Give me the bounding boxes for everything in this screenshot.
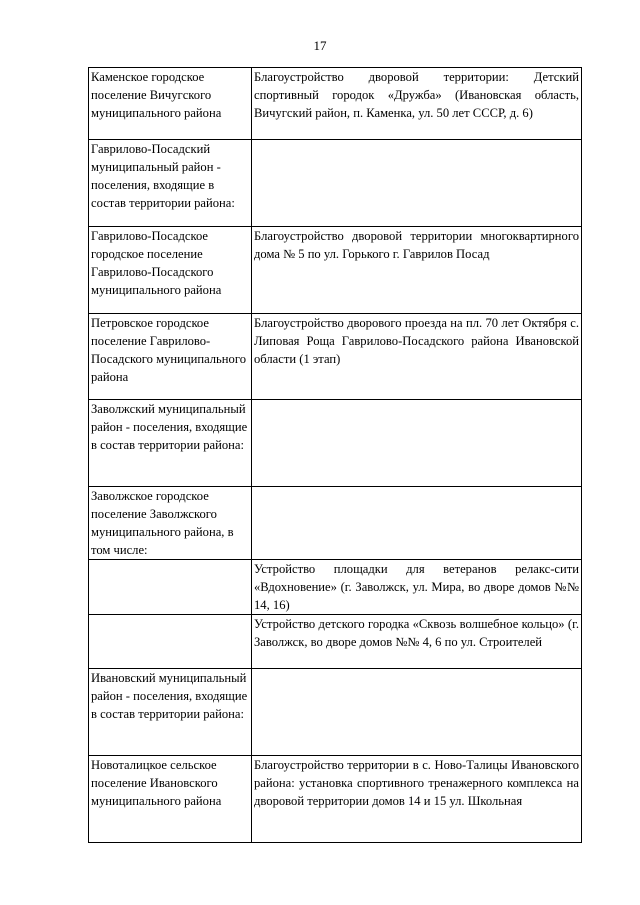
territory-cell [89,560,252,615]
table-row [89,314,582,400]
table-row [89,756,582,843]
project-cell: Благоустройство территории в с. Ново-Талицы Ивановского района: установка спортивного тренажерного комплекса на дворовой территории домов 14 и 15 ул. Школьная [252,756,582,843]
table-row [89,227,582,314]
territory-cell: Заволжский муниципальный район - поселения, входящие в состав территории района: [89,400,252,487]
table-row [89,487,582,560]
project-cell [252,400,582,487]
project-cell: Благоустройство дворовой территории многоквартирного дома № 5 по ул. Горького г. Гаврилов Посад [252,227,582,314]
territory-projects-table [88,67,582,843]
project-cell: Благоустройство дворового проезда на пл. 70 лет Октября с. Липовая Роща Гаврилово-Посадского района Ивановской области (1 этап) [252,314,582,400]
table-row [89,669,582,756]
territory-cell: Петровское городское поселение Гаврилово-Посадского муниципального района [89,314,252,400]
territory-cell: Ивановский муниципальный район - поселения, входящие в состав территории района: [89,669,252,756]
project-cell [252,487,582,560]
page-number: 17 [313,38,327,53]
table-row [89,615,582,669]
project-cell: Устройство детского городка «Сквозь волшебное кольцо» (г. Заволжск, во дворе домов №№ 4, 6 по ул. Строителей [252,615,582,669]
project-cell [252,140,582,227]
territory-cell: Каменское городское поселение Вичугского муниципального района [89,68,252,140]
territory-cell: Гаврилово-Посадское городское поселение Гаврилово-Посадского муниципального района [89,227,252,314]
table-row [89,68,582,140]
territory-cell: Гаврилово-Посадский муниципальный район - поселения, входящие в состав территории района: [89,140,252,227]
territory-cell [89,615,252,669]
project-cell: Благоустройство дворовой территории: Детский спортивный городок «Дружба» (Ивановская область, Вичугский район, п. Каменка, ул. 50 лет СССР, д. 6) [252,68,582,140]
territory-cell: Заволжское городское поселение Заволжского муниципального района, в том числе: [89,487,252,560]
territory-cell: Новоталицкое сельское поселение Ивановского муниципального района [89,756,252,843]
project-cell: Устройство площадки для ветеранов релакс-сити «Вдохновение» (г. Заволжск, ул. Мира, во дворе домов №№ 14, 16) [252,560,582,615]
project-cell [252,669,582,756]
table-row [89,560,582,615]
table-row [89,140,582,227]
table-row [89,400,582,487]
